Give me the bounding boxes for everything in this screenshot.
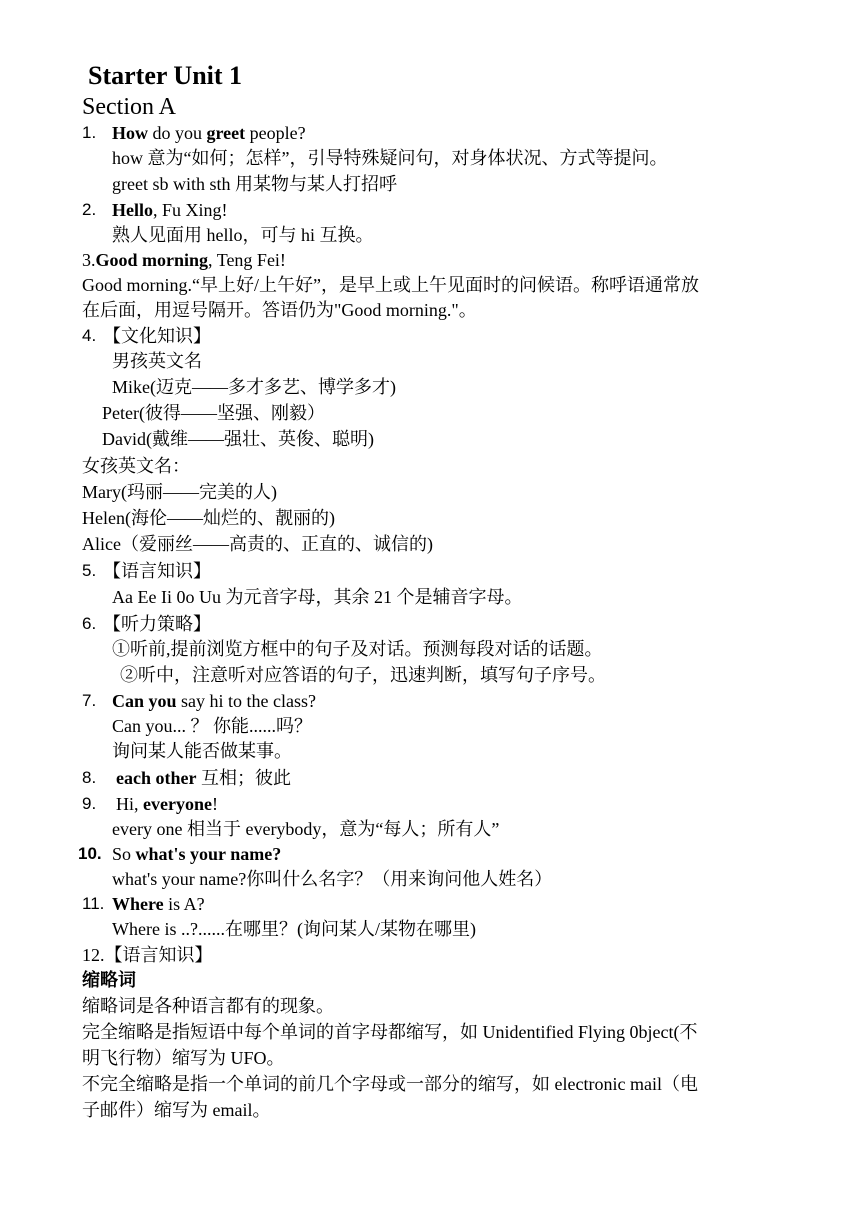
text: , Teng Fei!	[208, 250, 286, 270]
item-7-note: 询问某人能否做某事。	[112, 741, 292, 761]
bold-term: everyone	[143, 794, 212, 814]
item-8-heading	[116, 766, 291, 790]
item-2-heading	[112, 198, 228, 222]
item-10-heading	[112, 842, 281, 866]
item-3-note: 在后面，用逗号隔开。答语仍为"Good morning."。	[82, 300, 477, 320]
item-4-line: 男孩英文名	[112, 351, 202, 371]
item-4-line: Mike(迈克——多才多艺、博学多才)	[112, 377, 396, 397]
item-number: 4.	[82, 326, 97, 345]
item-10-note: what's your name?你叫什么名字？（用来询问他人姓名）	[112, 869, 553, 889]
item-12-subheading: 缩略词	[82, 970, 136, 990]
item-11-note: Where is ..?......在哪里？(询问某人/某物在哪里)	[112, 919, 476, 939]
item-number: 7.	[82, 691, 97, 710]
item-6-note: ②听中，注意听对应答语的句子，迅速判断，填写句子序号。	[120, 665, 606, 685]
item-3-note: Good morning.“早上好/上午好”，是早上或上午见面时的问候语。称呼语通常放	[82, 275, 699, 295]
item-number: 5.	[82, 561, 97, 580]
text: Hi,	[116, 794, 143, 814]
item-4-line: 女孩英文名：	[82, 456, 190, 476]
item-number: 11.	[82, 894, 105, 913]
text: people?	[245, 123, 306, 143]
bold-term: Can you	[112, 691, 177, 711]
section-heading: Section A	[82, 94, 176, 120]
item-4-line: Peter(彼得——坚强、刚毅）	[102, 403, 325, 423]
item-12-line: 完全缩略是指短语中每个单词的首字母都缩写，如 Unidentified Flying 0bject(不	[82, 1022, 698, 1042]
text: , Fu Xing!	[153, 200, 228, 220]
item-4-line: Mary(玛丽——完美的人)	[82, 482, 277, 502]
bold-term: Hello	[112, 200, 153, 220]
item-4-line: Helen(海伦——灿烂的、靓丽的)	[82, 508, 335, 528]
item-1-note: how 意为“如何；怎样”，引导特殊疑问句，对身体状况、方式等提问。	[112, 148, 668, 168]
item-12-line: 缩略词是各种语言都有的现象。	[82, 996, 334, 1016]
item-11-heading	[112, 892, 205, 916]
text: is A?	[163, 894, 205, 914]
bold-term: How	[112, 123, 148, 143]
item-12-line: 子邮件）缩写为 email。	[82, 1100, 271, 1120]
text: say hi to the class?	[176, 691, 316, 711]
item-9-heading	[116, 792, 218, 816]
item-5-note: Aa Ee Ii 0o Uu 为元音字母，其余 21 个是辅音字母。	[112, 587, 523, 607]
text: do you	[148, 123, 207, 143]
bold-term: greet	[206, 123, 246, 143]
item-number: 10.	[78, 844, 102, 863]
text: 互相；彼此	[196, 768, 291, 788]
bold-term: what's your name?	[135, 844, 282, 864]
text: !	[211, 794, 218, 814]
item-9-note: every one 相当于 everybody，意为“每人；所有人”	[112, 819, 500, 839]
item-12-line: 明飞行物）缩写为 UFO。	[82, 1048, 285, 1068]
text: So	[112, 844, 136, 864]
item-number: 1.	[82, 123, 97, 142]
item-number: 3.	[82, 250, 96, 270]
item-1-heading	[112, 121, 306, 145]
item-4-line: David(戴维——强壮、英俊、聪明)	[102, 429, 374, 449]
item-12-heading: 12.【语言知识】	[82, 945, 213, 965]
item-6-note: ①听前,提前浏览方框中的句子及对话。预测每段对话的话题。	[112, 639, 603, 659]
item-6-heading: 【听力策略】	[103, 614, 211, 634]
bold-term: Where	[112, 894, 164, 914]
item-number: 2.	[82, 200, 97, 219]
item-7-note: Can you... ？ 你能......吗？	[112, 716, 312, 736]
item-12-line: 不完全缩略是指一个单词的前几个字母或一部分的缩写，如 electronic mail（电	[82, 1074, 698, 1094]
item-number: 8.	[82, 768, 97, 787]
bold-term: Good morning	[95, 250, 209, 270]
item-1-note: greet sb with sth 用某物与某人打招呼	[112, 174, 397, 194]
item-4-line: Alice（爱丽丝——高责的、正直的、诚信的)	[82, 534, 433, 554]
bold-term: each other	[116, 768, 197, 788]
item-5-heading: 【语言知识】	[103, 561, 211, 581]
item-number: 6.	[82, 614, 97, 633]
item-2-note: 熟人见面用 hello，可与 hi 互换。	[112, 225, 374, 245]
item-7-heading	[112, 689, 316, 713]
item-number: 9.	[82, 794, 97, 813]
item-4-heading: 【文化知识】	[103, 326, 211, 346]
page-title: Starter Unit 1	[88, 61, 243, 90]
item-3-heading	[82, 248, 286, 272]
